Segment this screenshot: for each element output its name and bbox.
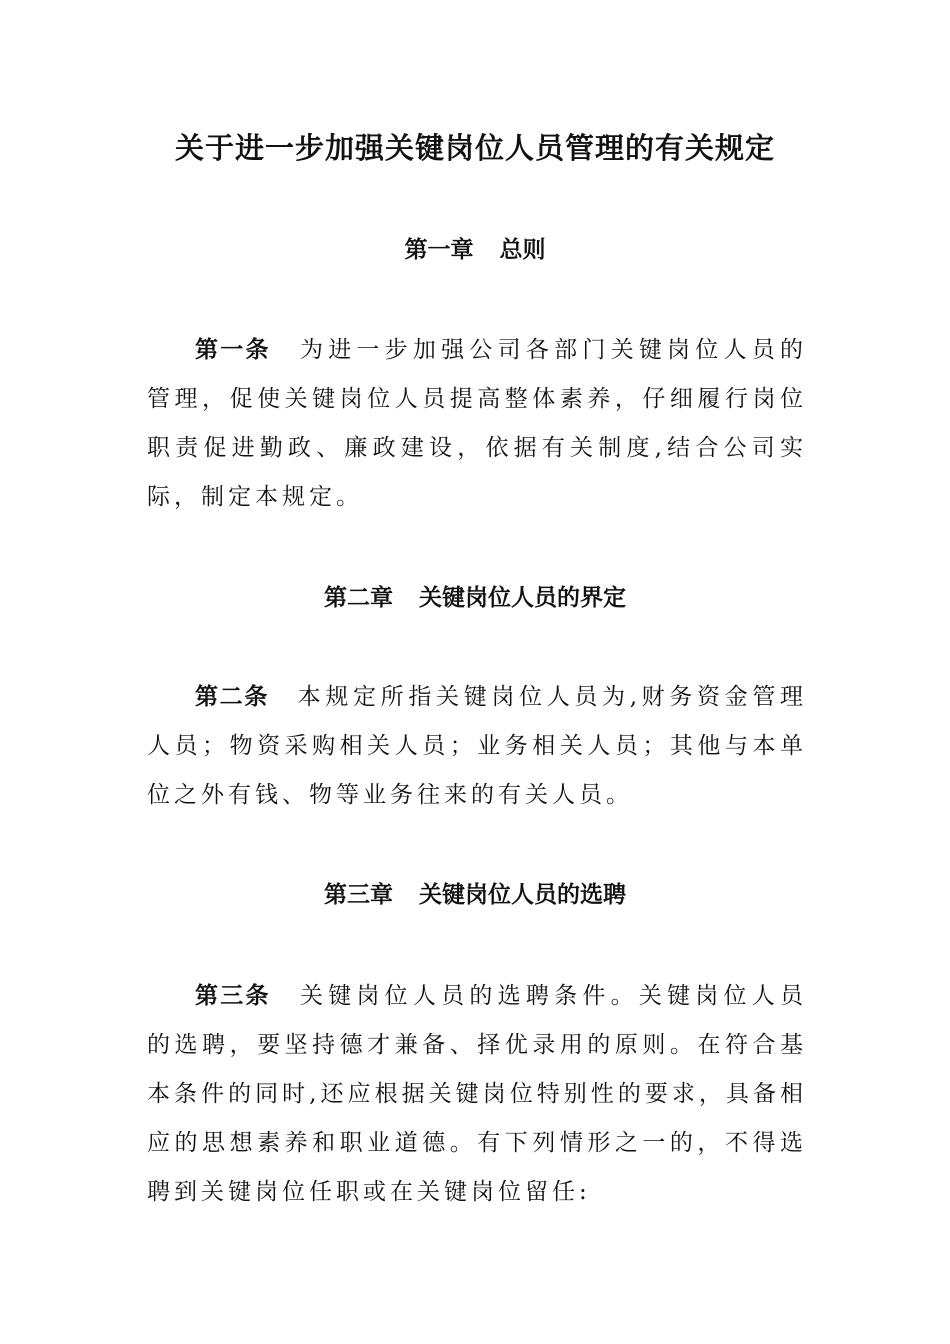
article-label: 第二条	[195, 684, 270, 710]
article-text: 为进一步加强公司各部门关键岗位人员的管理，促使关键岗位人员提高整体素养，仔细履行岗位职责促进勤政、廉政建设，依据有关制度,结合公司实际，制定本规定。	[147, 337, 808, 510]
chapter-number: 第一章	[404, 237, 474, 263]
article-paragraph	[147, 673, 807, 820]
chapter-name: 关键岗位人员的界定	[419, 585, 626, 611]
article-text: 本规定所指关键岗位人员为,财务资金管理人员；物资采购相关人员；业务相关人员；其他与本单位之外有钱、物等业务往来的有关人员。	[147, 684, 808, 808]
chapter-number: 第二章	[324, 585, 393, 611]
article-paragraph	[147, 972, 807, 1217]
chapter-number: 第三章	[324, 882, 393, 908]
chapter-name: 关键岗位人员的选聘	[419, 882, 626, 908]
chapter-heading	[0, 234, 950, 266]
chapter-heading	[0, 582, 950, 614]
document-title: 关于进一步加强关键岗位人员管理的有关规定	[174, 131, 775, 165]
article-label: 第一条	[195, 337, 271, 363]
article-text: 关键岗位人员的选聘条件。关键岗位人员的选聘，要坚持德才兼备、择优录用的原则。在符合基本条件的同时,还应根据关键岗位特别性的要求，具备相应的思想素养和职业道德。有下列情形之一的，不得选聘到关键岗位任职或在关键岗位留任:	[147, 983, 808, 1205]
chapter-heading	[0, 879, 950, 911]
article-paragraph	[147, 326, 807, 522]
chapter-name: 总则	[499, 237, 546, 263]
article-label: 第三条	[195, 983, 271, 1009]
